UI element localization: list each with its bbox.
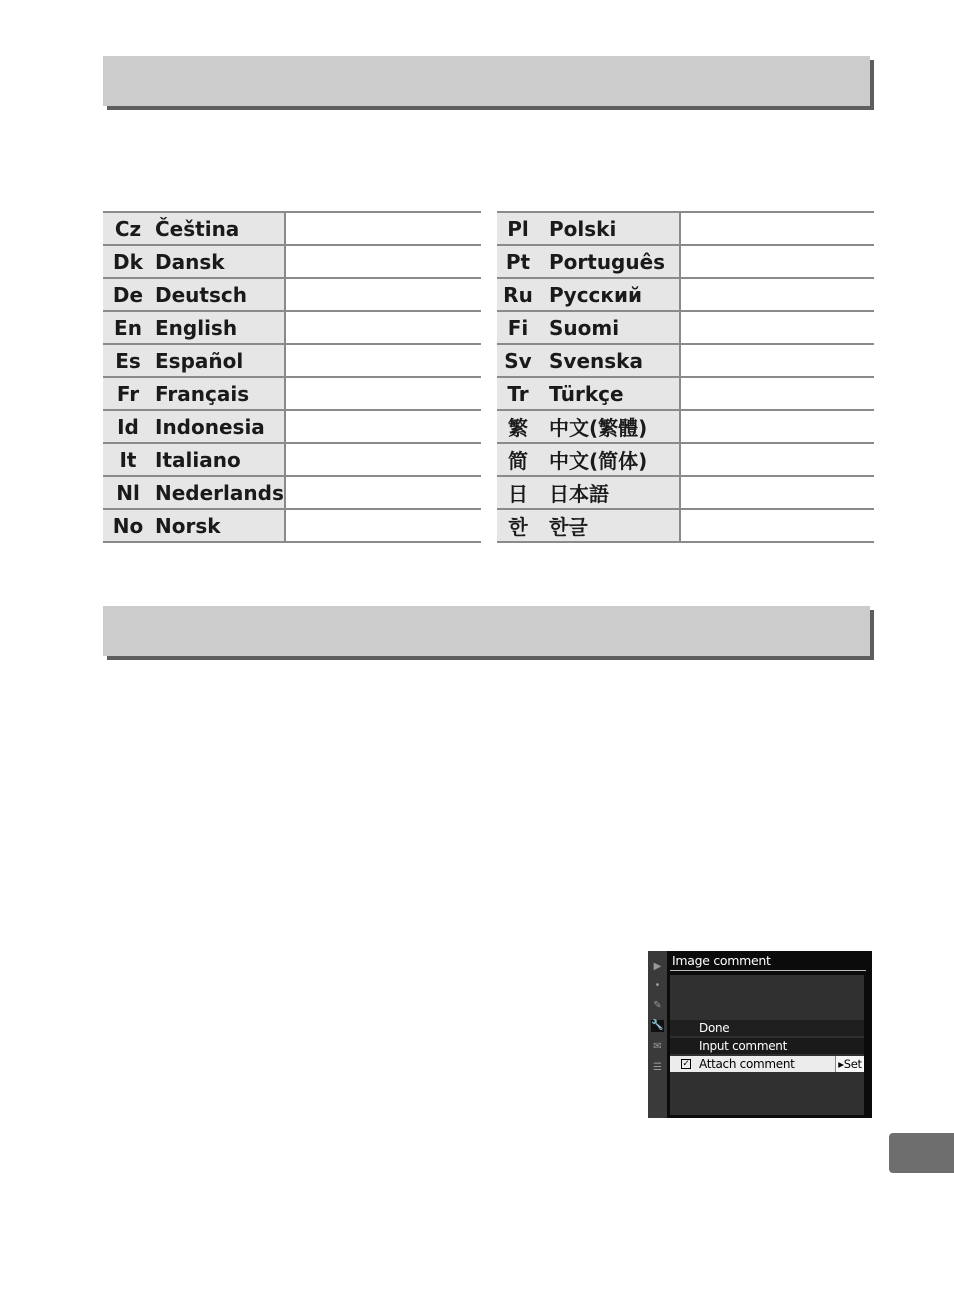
language-name: Português bbox=[539, 245, 680, 278]
menu-tab-sidebar bbox=[648, 951, 667, 1118]
play-arrow-icon: ▸ bbox=[838, 1057, 844, 1071]
menu-item-label: Done bbox=[699, 1021, 730, 1035]
menu-item-done[interactable] bbox=[670, 1020, 864, 1036]
table-row bbox=[497, 245, 874, 278]
blank-cell bbox=[680, 278, 874, 311]
table-row bbox=[103, 509, 481, 542]
language-table-right bbox=[497, 211, 874, 543]
blank-cell bbox=[285, 212, 481, 245]
table-row bbox=[497, 509, 874, 542]
menu-item-label: Input comment bbox=[699, 1039, 787, 1053]
language-name: Italiano bbox=[151, 443, 285, 476]
table-row bbox=[497, 212, 874, 245]
language-code: 한 bbox=[497, 509, 539, 542]
menu-item-input-comment[interactable] bbox=[670, 1038, 864, 1054]
section-index-tab bbox=[889, 1133, 954, 1173]
blank-cell bbox=[285, 245, 481, 278]
table-row bbox=[497, 311, 874, 344]
language-code: 日 bbox=[497, 476, 539, 509]
custom-settings-icon[interactable]: ✎ bbox=[653, 1000, 662, 1011]
language-name: Svenska bbox=[539, 344, 680, 377]
blank-cell bbox=[680, 509, 874, 542]
language-code: Dk bbox=[103, 245, 151, 278]
language-code: Sv bbox=[497, 344, 539, 377]
language-code: De bbox=[103, 278, 151, 311]
language-name: 日本語 bbox=[539, 476, 680, 509]
setup-icon[interactable]: 🔧 bbox=[651, 1020, 664, 1031]
language-name: Nederlands bbox=[151, 476, 285, 509]
language-code: Pl bbox=[497, 212, 539, 245]
blank-cell bbox=[285, 443, 481, 476]
blank-cell bbox=[285, 476, 481, 509]
table-row bbox=[497, 410, 874, 443]
language-table-left bbox=[103, 211, 481, 543]
blank-cell bbox=[680, 476, 874, 509]
blank-cell bbox=[285, 311, 481, 344]
language-code: Pt bbox=[497, 245, 539, 278]
language-name: 中文(简体) bbox=[539, 443, 680, 476]
menu-item-label: Attach comment bbox=[699, 1057, 795, 1071]
table-row bbox=[103, 476, 481, 509]
language-code: No bbox=[103, 509, 151, 542]
blank-cell bbox=[680, 311, 874, 344]
language-name: Indonesia bbox=[151, 410, 285, 443]
my-menu-icon[interactable]: ☰ bbox=[653, 1062, 662, 1073]
language-name: Türkçe bbox=[539, 377, 680, 410]
table-row bbox=[497, 377, 874, 410]
language-name: 中文(繁體) bbox=[539, 410, 680, 443]
blank-cell bbox=[285, 509, 481, 542]
checkbox-checked-icon[interactable]: ✓ bbox=[682, 1059, 690, 1069]
blank-cell bbox=[285, 410, 481, 443]
language-code: 繁 bbox=[497, 410, 539, 443]
language-code: Es bbox=[103, 344, 151, 377]
language-code: 简 bbox=[497, 443, 539, 476]
language-name: Norsk bbox=[151, 509, 285, 542]
language-name: 한글 bbox=[539, 509, 680, 542]
retouch-icon[interactable]: ✉ bbox=[653, 1041, 662, 1052]
table-row bbox=[497, 344, 874, 377]
table-row bbox=[103, 212, 481, 245]
blank-cell bbox=[285, 377, 481, 410]
language-code: Fi bbox=[497, 311, 539, 344]
table-row bbox=[497, 278, 874, 311]
table-row bbox=[103, 245, 481, 278]
blank-cell bbox=[680, 410, 874, 443]
blank-cell bbox=[285, 344, 481, 377]
language-name: Čeština bbox=[151, 212, 285, 245]
language-name: Русский bbox=[539, 278, 680, 311]
language-name: Español bbox=[151, 344, 285, 377]
set-label: Set bbox=[843, 1057, 862, 1071]
language-name: Dansk bbox=[151, 245, 285, 278]
blank-cell bbox=[680, 212, 874, 245]
table-row bbox=[103, 443, 481, 476]
table-row bbox=[497, 476, 874, 509]
section-header-banner bbox=[103, 56, 870, 106]
shooting-icon[interactable]: • bbox=[654, 980, 661, 991]
language-name: English bbox=[151, 311, 285, 344]
camera-menu-screen bbox=[648, 951, 872, 1118]
table-row bbox=[103, 311, 481, 344]
blank-cell bbox=[680, 344, 874, 377]
blank-cell bbox=[680, 443, 874, 476]
table-row bbox=[103, 377, 481, 410]
playback-icon[interactable]: ▶ bbox=[653, 961, 662, 972]
language-code: It bbox=[103, 443, 151, 476]
blank-cell bbox=[680, 245, 874, 278]
table-row bbox=[497, 443, 874, 476]
title-divider bbox=[670, 970, 866, 971]
table-row bbox=[103, 278, 481, 311]
language-code: Cz bbox=[103, 212, 151, 245]
language-code: Tr bbox=[497, 377, 539, 410]
table-row bbox=[103, 410, 481, 443]
set-button[interactable] bbox=[835, 1056, 864, 1072]
menu-item-attach-comment[interactable] bbox=[670, 1056, 864, 1072]
language-name: Suomi bbox=[539, 311, 680, 344]
language-code: Ru bbox=[497, 278, 539, 311]
language-code: Fr bbox=[103, 377, 151, 410]
language-name: Français bbox=[151, 377, 285, 410]
menu-title: Image comment bbox=[672, 953, 771, 968]
table-row bbox=[103, 344, 481, 377]
language-code: En bbox=[103, 311, 151, 344]
language-code: Id bbox=[103, 410, 151, 443]
language-code: Nl bbox=[103, 476, 151, 509]
blank-cell bbox=[285, 278, 481, 311]
language-name: Deutsch bbox=[151, 278, 285, 311]
language-name: Polski bbox=[539, 212, 680, 245]
blank-cell bbox=[680, 377, 874, 410]
section-header-banner bbox=[103, 606, 870, 656]
